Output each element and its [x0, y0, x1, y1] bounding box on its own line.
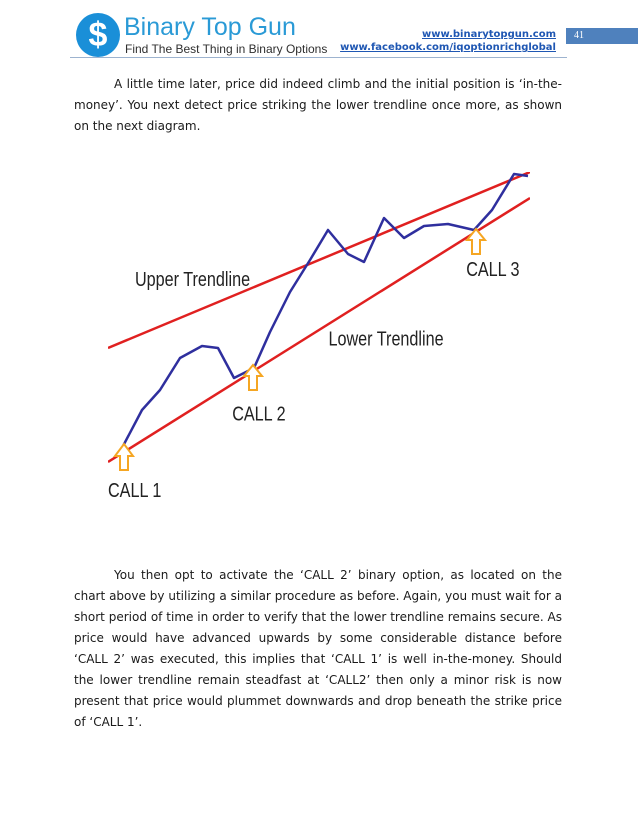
lower-trendline-label: Lower Trendline — [328, 326, 444, 351]
call3-label: CALL 3 — [466, 257, 520, 281]
page-number: 41 — [566, 28, 638, 44]
header-divider — [70, 57, 567, 58]
header-links — [340, 28, 556, 54]
facebook-link[interactable]: www.facebook.com/iqoptionrichglobal — [340, 42, 556, 53]
paragraph-1: A little time later, price did indeed climb and the initial position is ‘in-the-money’. You next detect price striking the lower trendline once more, as shown on the next diagram. — [74, 77, 562, 133]
call1-label: CALL 1 — [108, 478, 162, 502]
paragraph-2: You then opt to activate the ‘CALL 2’ binary option, as located on the chart above by utilizing a similar procedure as before. Again, you must wait for a short period of time in order to verify that the lower trendline remains secure. As price would have advanced upwards by some considerable distance before ‘CALL 2’ was executed, this implies that ‘CALL 1’ is well in-the-money. Should the lower trendline remain steadfast at ‘CALL2’ then only a minor risk is now present that price would plummet downwards and drop beneath the strike price of ‘CALL 1’. — [74, 568, 562, 729]
brand-tagline: Find The Best Thing in Binary Options — [125, 42, 328, 56]
site-link[interactable]: www.binarytopgun.com — [422, 29, 556, 40]
upper-trendline-label: Upper Trendline — [135, 267, 251, 291]
call2-label: CALL 2 — [232, 401, 286, 426]
brand-logo — [76, 13, 328, 59]
dollar-icon: $ — [76, 13, 120, 57]
brand-name: Binary Top Gun — [124, 13, 296, 41]
trendline-diagram — [108, 172, 530, 512]
